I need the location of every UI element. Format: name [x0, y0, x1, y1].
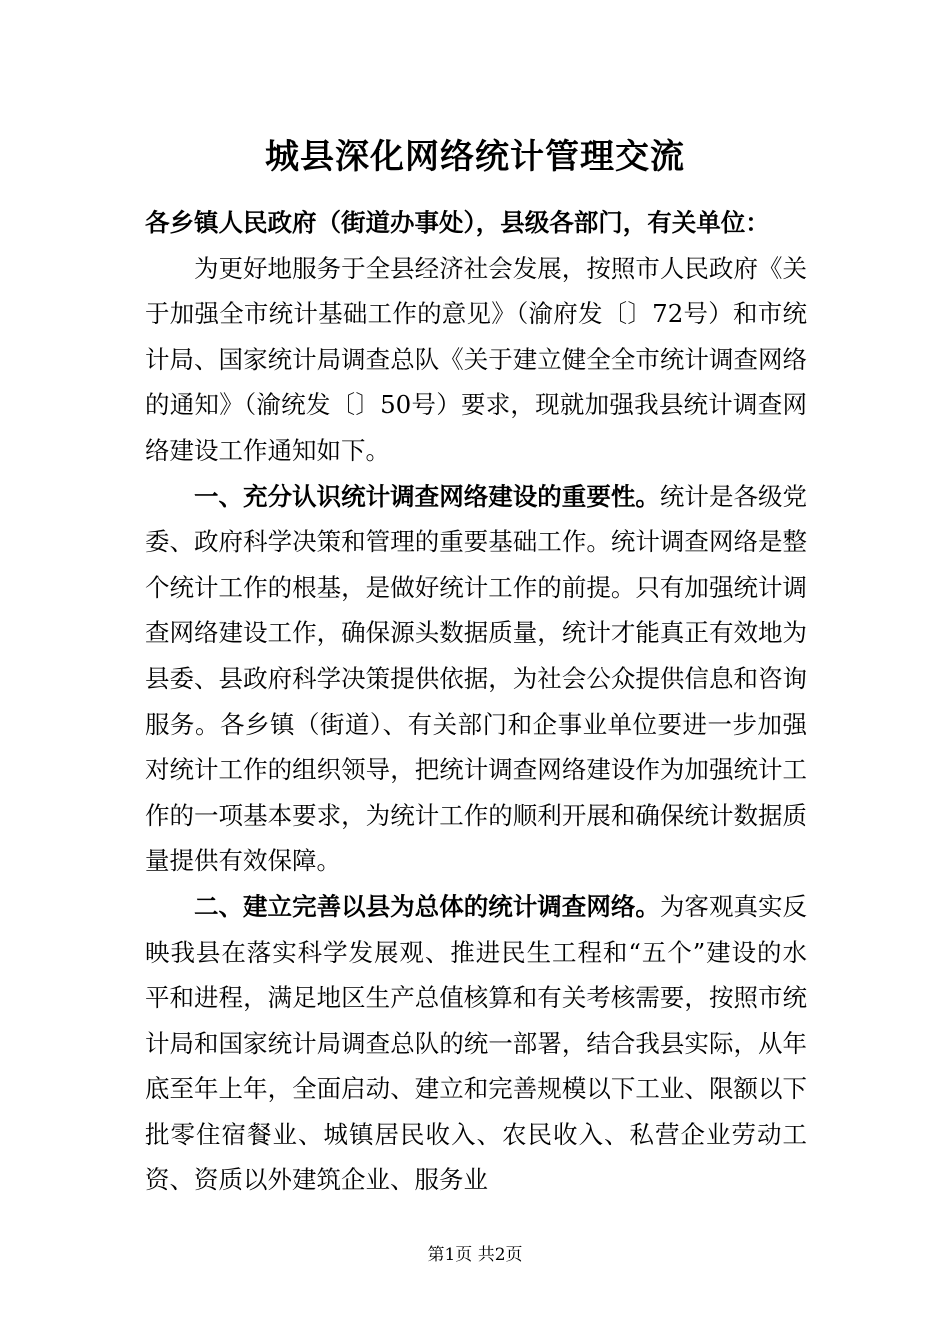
paragraph-section-1 — [145, 474, 807, 884]
document-title: 城县深化网络统计管理交流 — [265, 137, 685, 177]
section-2-heading: 二、建立完善以县为总体的统计调查网络。 — [194, 891, 660, 921]
section-1-heading: 一、充分认识统计调查网络建设的重要性。 — [194, 481, 660, 511]
document-body — [145, 200, 807, 1203]
paragraph-intro — [145, 246, 807, 474]
paragraph-intro-text: 为更好地服务于全县经济社会发展，按照市人民政府《关于加强全市统计基础工作的意见》（渝府发〔〕72号）和市统计局、国家统计局调查总队《关于建立健全全市统计调查网络的通知》（渝统发〔〕50号）要求，现就加强我县统计调查网络建设工作通知如下。 — [145, 253, 807, 465]
section-1-text: 统计是各级党委、政府科学决策和管理的重要基础工作。统计调查网络是整个统计工作的根基，是做好统计工作的前提。只有加强统计调查网络建设工作，确保源头数据质量，统计才能真正有效地为县委、县政府科学决策提供依据，为社会公众提供信息和咨询服务。各乡镇（街道）、有关部门和企事业单位要进一步加强对统计工作的组织领导，把统计调查网络建设作为加强统计工作的一项基本要求，为统计工作的顺利开展和确保统计数据质量提供有效保障。 — [145, 481, 808, 876]
section-2-text: 为客观真实反映我县在落实科学发展观、推进民生工程和“五个”建设的水平和进程，满足地区生产总值核算和有关考核需要，按照市统计局和国家统计局调查总队的统一部署，结合我县实际，从年底至年上年，全面启动、建立和完善规模以下工业、限额以下批零住宿餐业、城镇居民收入、农民收入、私营企业劳动工资、资质以外建筑企业、服务业 — [145, 891, 808, 1195]
salutation: 各乡镇人民政府（街道办事处），县级各部门，有关单位： — [145, 208, 770, 237]
page-footer: 第1页 共2页 — [427, 1245, 523, 1265]
paragraph-section-2 — [145, 884, 807, 1203]
